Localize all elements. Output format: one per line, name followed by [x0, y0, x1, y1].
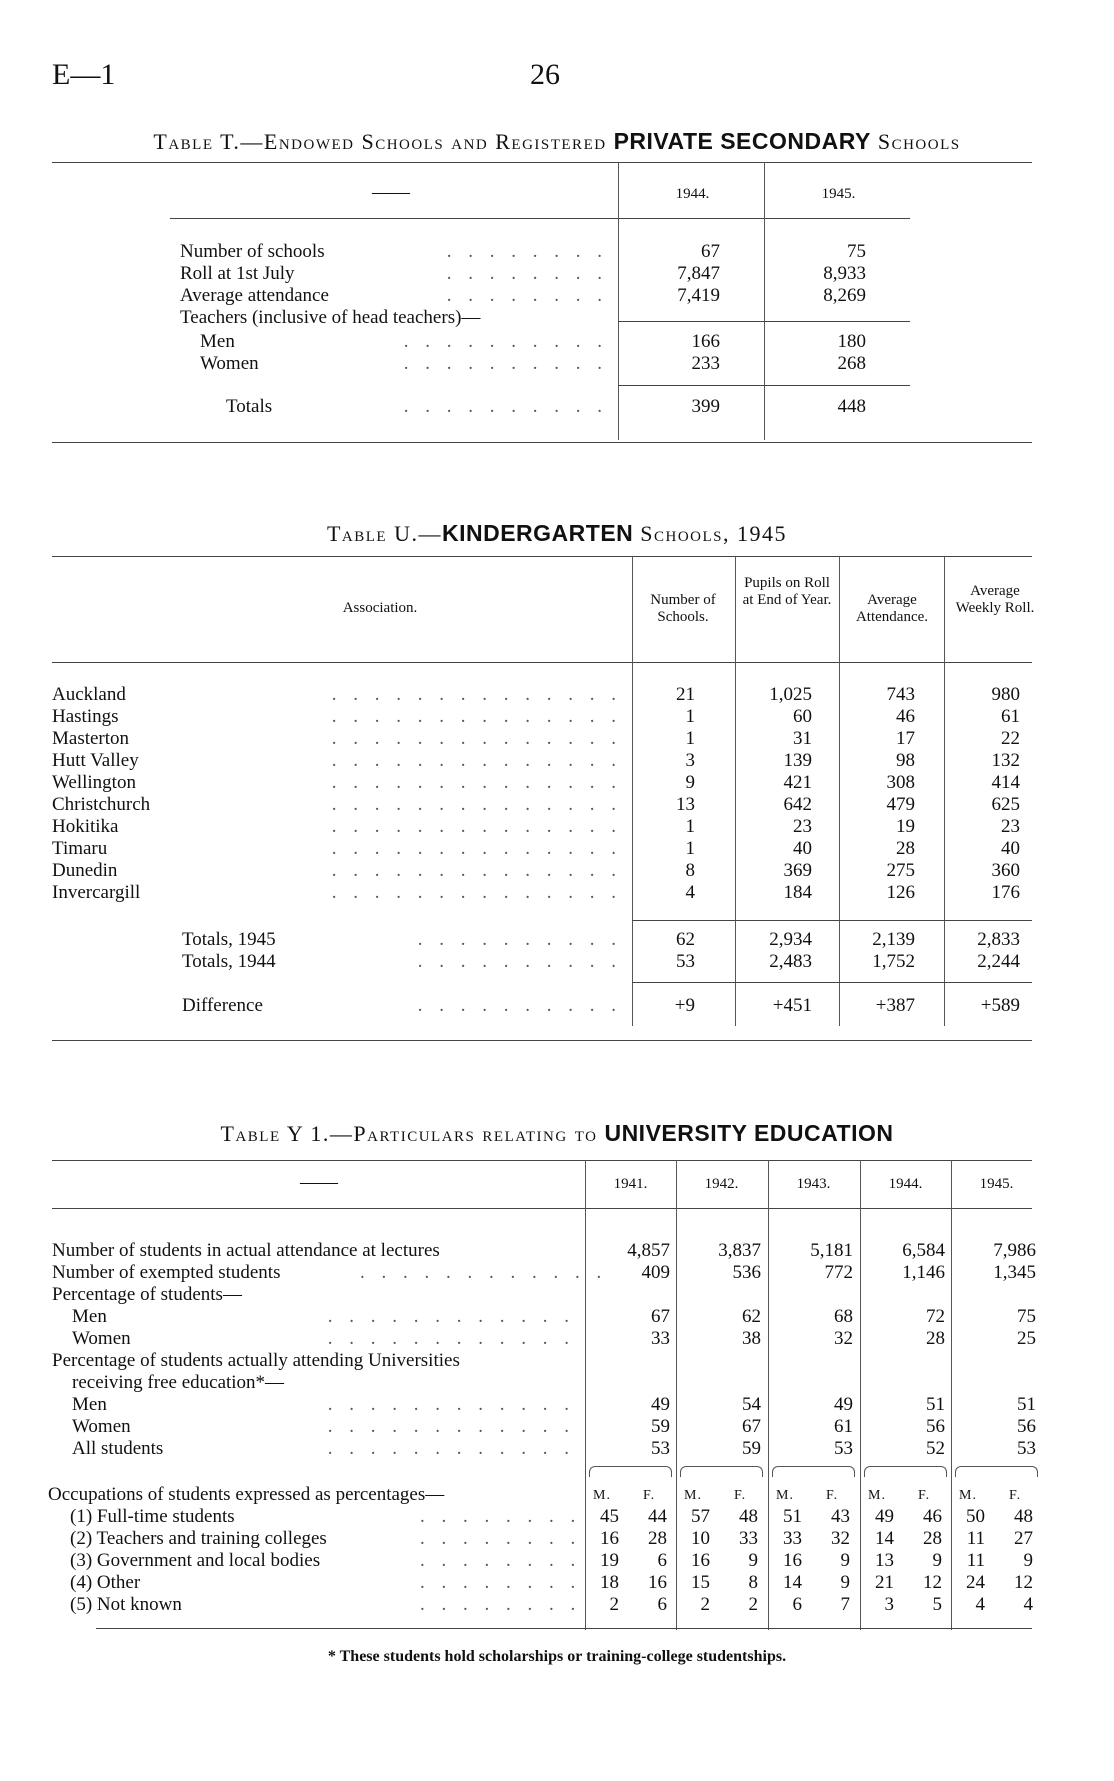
table-u-row-label: Invercargill: [52, 882, 141, 903]
table-y-cell: 536: [732, 1262, 761, 1283]
table-y-brace: [955, 1466, 1038, 1477]
table-u-cell: 2,833: [977, 929, 1020, 950]
table-u-cell: 479: [886, 794, 915, 815]
table-y-row-label: Men: [72, 1306, 107, 1327]
table-y-col-head: 1944.: [888, 1176, 923, 1192]
table-u-leader-dots: . . . . . . . . . . . . . .: [331, 750, 622, 771]
table-u-cell: 421: [783, 772, 812, 793]
table-y-col-head: 1945.: [979, 1176, 1014, 1192]
table-y-leader-dots: . . . . . . . . . . . .: [327, 1416, 575, 1437]
table-y-occ-m: 11: [966, 1550, 985, 1571]
table-y-brace: [680, 1466, 763, 1477]
table-y-leader-dots: . . . . . . . .: [420, 1506, 582, 1527]
table-y-cell: 38: [742, 1328, 761, 1349]
table-u-cell: 2,483: [769, 951, 812, 972]
table-y-cell: 3,837: [718, 1240, 761, 1261]
table-u-cell: 1: [685, 838, 695, 859]
table-t-cell: 448: [837, 396, 866, 417]
table-y-cell: 409: [641, 1262, 670, 1283]
table-u-leader-dots: . . . . . . . . . . . . . .: [331, 794, 622, 815]
table-u-head-weekly: Average Weekly Roll.: [955, 583, 1035, 616]
table-u-title-part1: Table U.—: [326, 521, 442, 546]
table-y-title: [0, 1120, 1114, 1147]
table-y-occ-f: 5: [932, 1594, 942, 1615]
table-u-row-label: Auckland: [52, 684, 126, 705]
table-t-cell: 8,269: [823, 285, 866, 306]
table-y-occ-f: 9: [840, 1550, 850, 1571]
table-u-top-rule: [52, 556, 1032, 557]
table-y-occ-m: 21: [875, 1572, 894, 1593]
table-y-row-label: All students: [72, 1438, 164, 1459]
table-y-f-head: F.: [918, 1488, 931, 1503]
table-y-occ-f: 6: [657, 1550, 667, 1571]
table-u-cell: 13: [676, 794, 695, 815]
table-y-cell: 54: [742, 1394, 761, 1415]
table-y-m-head: M.: [776, 1488, 794, 1503]
table-y-occ-f: 12: [923, 1572, 942, 1593]
table-u-cell: 53: [676, 951, 695, 972]
table-u-row-label: Hokitika: [52, 816, 119, 837]
table-y-occ-m: 13: [875, 1550, 894, 1571]
table-y-occ-m: 2: [609, 1594, 619, 1615]
table-y-occ-m: 50: [966, 1506, 985, 1527]
table-y-occ-m: 4: [975, 1594, 985, 1615]
table-y-f-head: F.: [643, 1488, 656, 1503]
table-y-occ-f: 33: [739, 1528, 758, 1549]
table-y-cell: 5,181: [810, 1240, 853, 1261]
table-y-cell: 6,584: [902, 1240, 945, 1261]
table-t-cell: 268: [837, 353, 866, 374]
table-y-col-head: 1943.: [796, 1176, 831, 1192]
page-number: 26: [530, 58, 560, 91]
table-u-head-pupils: Pupils on Roll at End of Year.: [742, 575, 832, 608]
table-u-cell: 8: [685, 860, 695, 881]
table-y-occ-m: 16: [600, 1528, 619, 1549]
table-y-cell: 56: [926, 1416, 945, 1437]
table-u-row-label: Dunedin: [52, 860, 118, 881]
table-y-occ-f: 28: [648, 1528, 667, 1549]
table-y-cell: 1,146: [902, 1262, 945, 1283]
table-y-cell: 52: [926, 1438, 945, 1459]
table-t-cell: 67: [701, 241, 720, 262]
table-t-cell: 233: [691, 353, 720, 374]
table-y-row-label: Number of students in actual attendance at lectures: [52, 1240, 440, 1261]
table-u-cell: 28: [896, 838, 915, 859]
table-y-cell: 67: [742, 1416, 761, 1437]
table-y-footnote: * These students hold scholarships or training-college studentships.: [327, 1648, 787, 1665]
table-t-cell: 7,419: [677, 285, 720, 306]
table-y-row-label: Women: [72, 1328, 131, 1349]
table-y-occ-f: 48: [739, 1506, 758, 1527]
table-y-cell: 49: [834, 1394, 853, 1415]
table-u-cell: 40: [793, 838, 812, 859]
table-y-occ-label: (2) Teachers and training colleges: [70, 1528, 327, 1549]
table-y-occ-f: 46: [923, 1506, 942, 1527]
table-y-leader-dots: . . . . . . . .: [420, 1594, 582, 1615]
table-u-difference-label: Difference: [182, 995, 263, 1016]
table-y-occ-f: 8: [748, 1572, 758, 1593]
table-t-title-part1: Table T.—Endowed Schools and Registered: [153, 129, 614, 154]
table-t-cell: 399: [691, 396, 720, 417]
table-y-occ-f: 9: [932, 1550, 942, 1571]
table-y-occ-m: 14: [875, 1528, 894, 1549]
table-u-cell: 3: [685, 750, 695, 771]
table-y-m-head: M.: [593, 1488, 611, 1503]
table-u-totals-label: Totals, 1945: [182, 929, 276, 950]
table-y-m-head: M.: [684, 1488, 702, 1503]
table-u-head-attendance: Average Attendance.: [855, 592, 929, 625]
table-y-row-label: Men: [72, 1394, 107, 1415]
table-t-leader-dots: . . . . . . . . . .: [403, 396, 608, 417]
table-y-occ-m: 57: [691, 1506, 710, 1527]
table-u-cell: 1,752: [872, 951, 915, 972]
table-u-leader-dots: . . . . . . . . . .: [417, 951, 622, 972]
table-u-cell: 1: [685, 706, 695, 727]
table-u-cell: 980: [991, 684, 1020, 705]
table-y-cell: 33: [651, 1328, 670, 1349]
table-y-occ-f: 7: [840, 1594, 850, 1615]
table-y-cell: 68: [834, 1306, 853, 1327]
table-u-cell: 98: [896, 750, 915, 771]
table-u-cell: 22: [1001, 728, 1020, 749]
table-y-occ-f: 4: [1023, 1594, 1033, 1615]
table-u-row-label: Masterton: [52, 728, 130, 749]
table-y-head-rule: [52, 1208, 1032, 1209]
table-y-cell: 75: [1017, 1306, 1036, 1327]
table-y-occ-f: 43: [831, 1506, 850, 1527]
table-y-occ-m: 3: [884, 1594, 894, 1615]
table-u-cell: 31: [793, 728, 812, 749]
table-u-cell: 184: [783, 882, 812, 903]
table-u-cell: 360: [991, 860, 1020, 881]
table-y-cell: 772: [824, 1262, 853, 1283]
table-y-cell: 67: [651, 1306, 670, 1327]
table-y-occ-m: 16: [691, 1550, 710, 1571]
table-y-occ-f: 48: [1014, 1506, 1033, 1527]
table-y-occ-f: 6: [657, 1594, 667, 1615]
table-t-leader-dots: . . . . . . . .: [446, 263, 608, 284]
table-t-cell: 8,933: [823, 263, 866, 284]
table-t-col-1945: 1945.: [821, 186, 856, 202]
table-t-col-1944: 1944.: [675, 186, 710, 202]
table-y-cell: 7,986: [993, 1240, 1036, 1261]
table-u-cell: 62: [676, 929, 695, 950]
table-u-cell: 743: [886, 684, 915, 705]
table-y-f-head: F.: [1009, 1488, 1022, 1503]
table-y-stub-head: ——: [300, 1172, 338, 1193]
table-t-vrule-2: [764, 162, 765, 440]
table-y-cell: 53: [651, 1438, 670, 1459]
table-t-leader-dots: . . . . . . . . . .: [403, 353, 608, 374]
table-y-occ-f: 2: [748, 1594, 758, 1615]
table-t-row-label: Men: [200, 331, 235, 352]
table-u-row-label: Wellington: [52, 772, 136, 793]
table-u-cell: 642: [783, 794, 812, 815]
table-y-occ-m: 6: [792, 1594, 802, 1615]
table-y-top-rule: [52, 1160, 1032, 1161]
table-t-row-label: Teachers (inclusive of head teachers)—: [180, 307, 481, 328]
table-y-cell: 51: [926, 1394, 945, 1415]
table-y-row-label: Women: [72, 1416, 131, 1437]
table-y-cell: 49: [651, 1394, 670, 1415]
page-reference: E—1: [52, 58, 116, 91]
table-y-cell: 51: [1017, 1394, 1036, 1415]
table-u-row-label: Christchurch: [52, 794, 151, 815]
table-u-title: [0, 520, 1114, 547]
table-u-cell: 17: [896, 728, 915, 749]
table-y-occ-f: 16: [648, 1572, 667, 1593]
table-t-leader-dots: . . . . . . . .: [446, 285, 608, 306]
table-u-cell: 60: [793, 706, 812, 727]
table-y-occ-f: 12: [1014, 1572, 1033, 1593]
table-t-row-label: Women: [200, 353, 259, 374]
table-y-cell: 72: [926, 1306, 945, 1327]
table-t-title-part2: Schools: [870, 129, 961, 154]
table-u-cell: 176: [991, 882, 1020, 903]
table-y-row-label: Percentage of students—: [52, 1284, 242, 1305]
table-u-title-part2: Schools, 1945: [633, 521, 788, 546]
table-y-leader-dots: . . . . . . . . . . . .: [327, 1438, 575, 1459]
table-y-row-label: receiving free education*—: [72, 1372, 285, 1393]
table-t-top-rule: [52, 162, 1032, 163]
table-y-occ-f: 9: [1023, 1550, 1033, 1571]
table-y-title-part1: Table Y 1.—Particulars relating to: [220, 1121, 605, 1146]
table-t-totals-rule: [618, 385, 910, 386]
table-u-cell: 19: [896, 816, 915, 837]
table-u-row-label: Timaru: [52, 838, 108, 859]
table-u-cell: 40: [1001, 838, 1020, 859]
table-u-leader-dots: . . . . . . . . . . . . . .: [331, 728, 622, 749]
table-u-cell: 2,139: [872, 929, 915, 950]
table-t-leader-dots: . . . . . . . . . .: [403, 331, 608, 352]
table-t-bottom-rule: [52, 442, 1032, 443]
table-y-leader-dots: . . . . . . . .: [420, 1572, 582, 1593]
table-y-col-head: 1942.: [704, 1176, 739, 1192]
table-y-occ-m: 14: [783, 1572, 802, 1593]
table-u-cell: 46: [896, 706, 915, 727]
table-y-leader-dots: . . . . . . . . . . . .: [327, 1328, 575, 1349]
table-u-cell: 369: [783, 860, 812, 881]
table-y-occ-label: (1) Full-time students: [70, 1506, 235, 1527]
table-y-occ-m: 49: [875, 1506, 894, 1527]
table-t-title-bold: PRIVATE SECONDARY: [613, 128, 871, 154]
table-u-cell: 126: [886, 882, 915, 903]
table-u-leader-dots: . . . . . . . . . . . . . .: [331, 882, 622, 903]
table-u-totals-rule: [632, 920, 1032, 921]
table-y-occ-m: 11: [966, 1528, 985, 1549]
table-y-occ-m: 33: [783, 1528, 802, 1549]
table-y-cell: 25: [1017, 1328, 1036, 1349]
table-u-leader-dots: . . . . . . . . . . . . . .: [331, 860, 622, 881]
table-u-cell: 2,934: [769, 929, 812, 950]
table-y-leader-dots: . . . . . . . . . . . .: [327, 1394, 575, 1415]
table-y-brace: [864, 1466, 947, 1477]
table-u-leader-dots: . . . . . . . . . . . . . .: [331, 838, 622, 859]
table-t-cell: 166: [691, 331, 720, 352]
table-y-occ-f: 32: [831, 1528, 850, 1549]
table-y-occ-m: 51: [783, 1506, 802, 1527]
table-u-cell: 61: [1001, 706, 1020, 727]
table-u-leader-dots: . . . . . . . . . . . . . .: [331, 816, 622, 837]
table-u-bottom-rule: [52, 1040, 1032, 1041]
table-y-cell: 59: [742, 1438, 761, 1459]
table-y-cell: 62: [742, 1306, 761, 1327]
table-y-occ-m: 10: [691, 1528, 710, 1549]
table-y-cell: 1,345: [993, 1262, 1036, 1283]
table-t-cell: 180: [837, 331, 866, 352]
table-y-f-head: F.: [826, 1488, 839, 1503]
table-y-brace: [772, 1466, 855, 1477]
table-u-row-label: Hastings: [52, 706, 119, 727]
table-y-bottom-rule: [96, 1628, 1032, 1629]
table-y-cell: 56: [1017, 1416, 1036, 1437]
table-u-leader-dots: . . . . . . . . . . . . . .: [331, 706, 622, 727]
table-y-occ-label: (3) Government and local bodies: [70, 1550, 321, 1571]
table-t-row-label: Totals: [226, 396, 273, 417]
table-u-cell: 308: [886, 772, 915, 793]
table-u-cell: +9: [674, 995, 695, 1016]
table-t-row-label: Roll at 1st July: [180, 263, 295, 284]
table-u-cell: 23: [793, 816, 812, 837]
table-y-col-head: 1941.: [613, 1176, 648, 1192]
table-y-occ-label: (4) Other: [70, 1572, 141, 1593]
table-u-head-association: Association.: [342, 600, 418, 616]
table-t-row-label: Number of schools: [180, 241, 325, 262]
table-t-row-label: Average attendance: [180, 285, 329, 306]
table-y-occ-m: 2: [700, 1594, 710, 1615]
table-u-cell: 414: [991, 772, 1020, 793]
table-u-cell: 1: [685, 816, 695, 837]
table-t-cell: 7,847: [677, 263, 720, 284]
table-u-title-bold: KINDERGARTEN: [441, 520, 634, 546]
table-u-head-schools: Number of Schools.: [650, 592, 716, 625]
table-y-m-head: M.: [868, 1488, 886, 1503]
table-u-leader-dots: . . . . . . . . . .: [417, 995, 622, 1016]
table-y-occ-m: 24: [966, 1572, 985, 1593]
table-y-occ-label: (5) Not known: [70, 1594, 182, 1615]
table-u-cell: 21: [676, 684, 695, 705]
table-y-cell: 32: [834, 1328, 853, 1349]
table-y-f-head: F.: [734, 1488, 747, 1503]
table-y-brace: [589, 1466, 672, 1477]
table-y-cell: 53: [1017, 1438, 1036, 1459]
table-u-cell: 625: [991, 794, 1020, 815]
table-t-title: [0, 128, 1114, 155]
table-y-occupations-label: Occupations of students expressed as percentages—: [48, 1484, 445, 1505]
table-u-cell: +589: [980, 995, 1020, 1016]
table-y-title-bold: UNIVERSITY EDUCATION: [604, 1120, 894, 1146]
table-y-cell: 59: [651, 1416, 670, 1437]
table-y-m-head: M.: [959, 1488, 977, 1503]
table-y-occ-m: 45: [600, 1506, 619, 1527]
table-y-cell: 4,857: [627, 1240, 670, 1261]
table-u-leader-dots: . . . . . . . . . . . . . .: [331, 684, 622, 705]
table-u-cell: 1: [685, 728, 695, 749]
table-y-occ-f: 9: [748, 1550, 758, 1571]
table-t-teachers-rule: [618, 321, 910, 322]
table-u-cell: 275: [886, 860, 915, 881]
table-t-head-rule: [170, 218, 910, 219]
table-y-occ-m: 16: [783, 1550, 802, 1571]
table-t-vrule-1: [618, 162, 619, 440]
table-t-cell: 75: [847, 241, 866, 262]
table-y-row-label: Percentage of students actually attending Universities: [52, 1350, 460, 1371]
table-y-cell: 53: [834, 1438, 853, 1459]
table-t-stub-head: ——: [372, 182, 410, 203]
table-y-leader-dots: . . . . . . . . . . . .: [360, 1262, 608, 1283]
table-y-leader-dots: . . . . . . . .: [420, 1528, 582, 1549]
table-y-occ-f: 44: [648, 1506, 667, 1527]
table-u-cell: 2,244: [977, 951, 1020, 972]
table-u-leader-dots: . . . . . . . . . .: [417, 929, 622, 950]
table-u-cell: +451: [772, 995, 812, 1016]
table-u-totals-label: Totals, 1944: [182, 951, 276, 972]
table-y-occ-m: 19: [600, 1550, 619, 1571]
table-y-occ-f: 9: [840, 1572, 850, 1593]
table-y-leader-dots: . . . . . . . .: [420, 1550, 582, 1571]
table-y-cell: 28: [926, 1328, 945, 1349]
table-u-row-label: Hutt Valley: [52, 750, 139, 771]
table-u-cell: 4: [685, 882, 695, 903]
table-y-cell: 61: [834, 1416, 853, 1437]
table-u-cell: 9: [685, 772, 695, 793]
table-y-leader-dots: . . . . . . . . . . . .: [327, 1306, 575, 1327]
table-y-occ-m: 15: [691, 1572, 710, 1593]
table-u-leader-dots: . . . . . . . . . . . . . .: [331, 772, 622, 793]
table-u-head-rule: [52, 662, 1032, 663]
table-u-cell: 139: [783, 750, 812, 771]
table-u-cell: 132: [991, 750, 1020, 771]
table-u-cell: +387: [875, 995, 915, 1016]
table-y-row-label: Number of exempted students: [52, 1262, 281, 1283]
table-y-occ-m: 18: [600, 1572, 619, 1593]
table-u-cell: 23: [1001, 816, 1020, 837]
table-t-leader-dots: . . . . . . . .: [446, 241, 608, 262]
table-y-occ-f: 27: [1014, 1528, 1033, 1549]
table-y-occ-f: 28: [923, 1528, 942, 1549]
table-u-cell: 1,025: [769, 684, 812, 705]
table-u-diff-rule: [632, 982, 1032, 983]
